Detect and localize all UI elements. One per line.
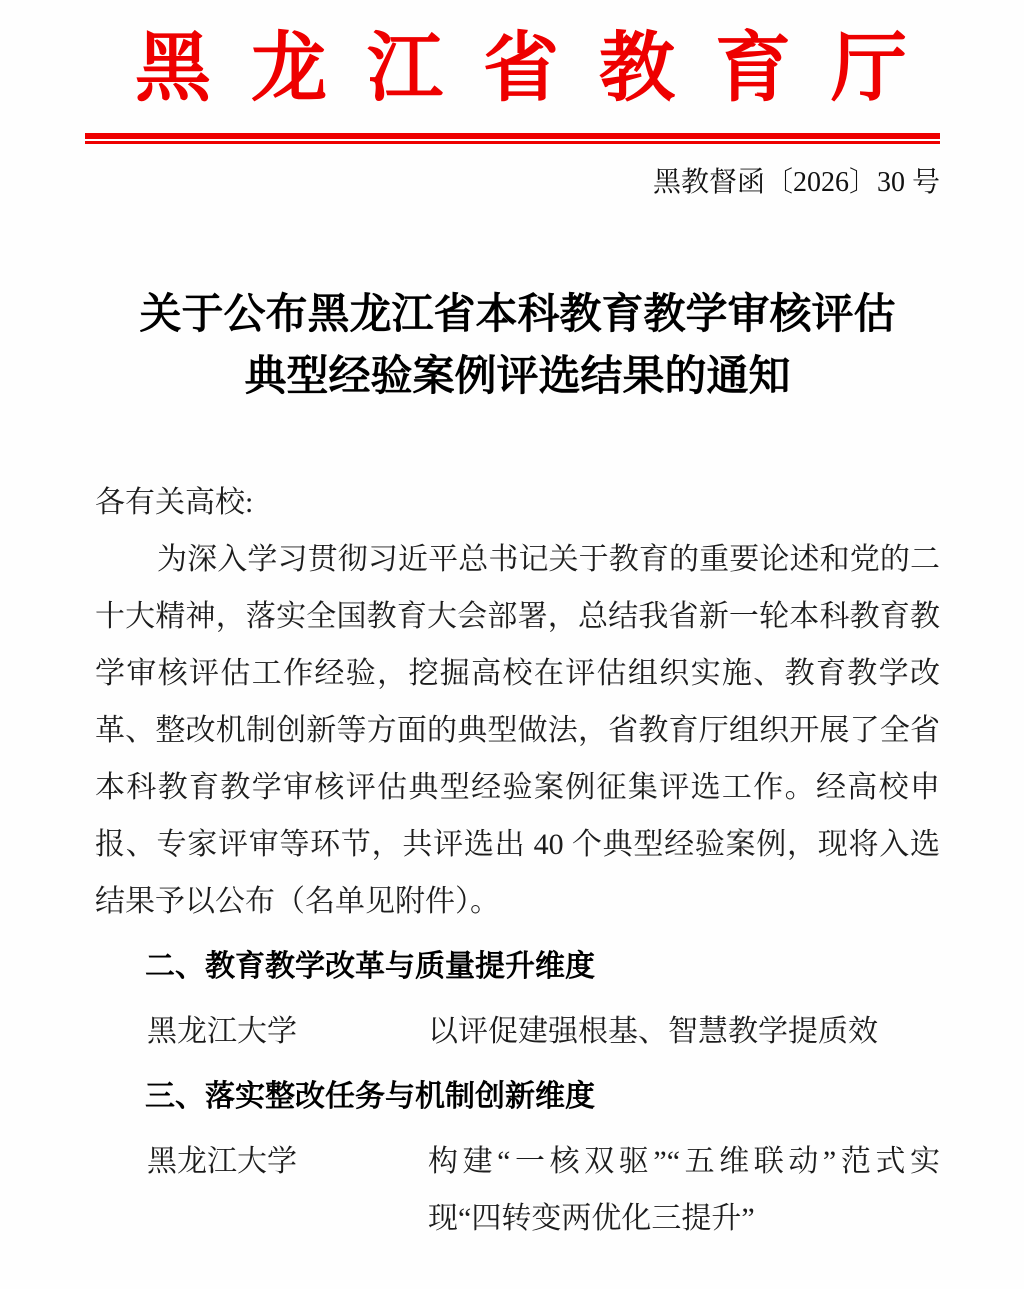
case-entry: [147, 1003, 940, 1060]
case-title: 以评促建强根基、智慧教学提质效: [428, 1015, 878, 1049]
section-reform-quality: [95, 938, 940, 1060]
letterhead-rule: [85, 133, 940, 144]
document-number: 黑教督函〔2026〕30 号: [652, 167, 940, 199]
case-entry: [147, 1133, 940, 1247]
body-paragraph: 为深入学习贯彻习近平总书记关于教育的重要论述和党的二十大精神，落实全国教育大会部署，总结我省新一轮本科教育教学审核评估工作经验，挖掘高校在评估组织实施、教育教学改革、整改机制创新等方面的典型做法，省教育厅组织开展了全省本科教育教学审核评估典型经验案例征集评选工作。经高校申报、专家评审等环节，共评选出 40 个典型经验案例，现将入选结果予以公布（名单见附件）。: [95, 543, 940, 919]
case-title: 构建“一核双驱”“五维联动”范式实现“四转变两优化三提升”: [428, 1145, 940, 1236]
document-title: [95, 284, 940, 408]
agency-name: 黑龙江省教育厅: [135, 27, 947, 111]
university-name: 黑龙江大学: [147, 1015, 297, 1049]
document-title-line-2: 典型经验案例评选结果的通知: [244, 354, 791, 401]
section-rectification-innovation: [95, 1068, 940, 1247]
section-heading-2: 二、教育教学改革与质量提升维度: [145, 950, 595, 984]
salutation: 各有关高校:: [95, 486, 254, 520]
document-title-line-1: 关于公布黑龙江省本科教育教学审核评估: [139, 292, 896, 339]
section-heading-3: 三、落实整改任务与机制创新维度: [145, 1080, 595, 1114]
university-name: 黑龙江大学: [147, 1145, 297, 1179]
